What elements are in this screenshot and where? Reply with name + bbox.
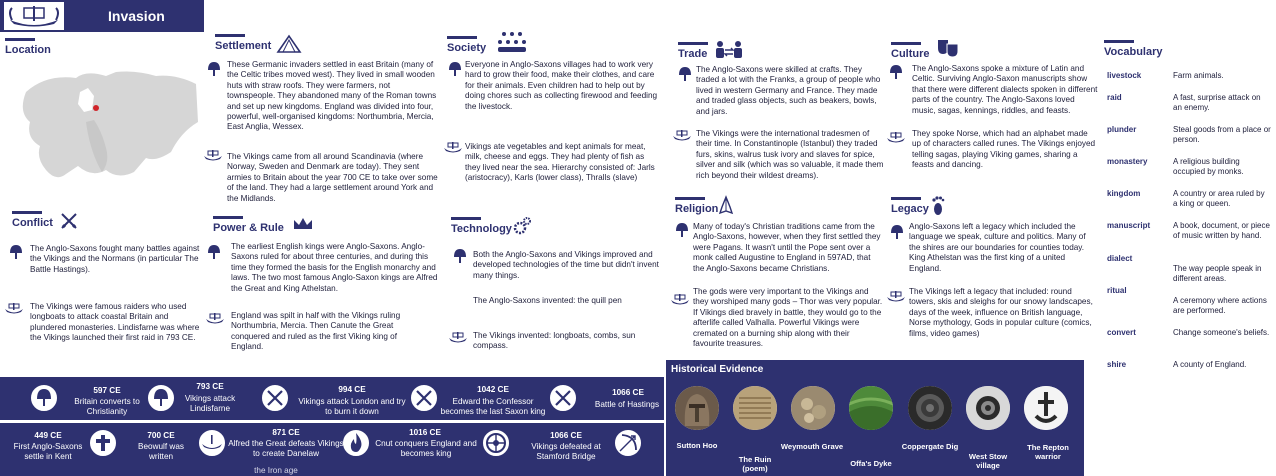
timeline-event: Vikings defeated at Stamford Bridge: [531, 442, 601, 461]
vocab-term: raid: [1107, 93, 1122, 102]
power-anglo-text: The earliest English kings were Anglo-Saxons. Anglo-Saxons ruled for about three centuries, and during this time they formed the basis for the English monarchy and laws. The two most famous Anglo-Saxon kings are Alfred the Great and King Athelstan.: [231, 242, 438, 293]
technology-viking-text: The Vikings invented: longboats, combs, sun compass.: [473, 331, 636, 351]
vocab-term: convert: [1107, 328, 1136, 337]
viking-ship-icon: [886, 130, 906, 146]
viking-shield-icon: [483, 430, 509, 456]
timeline-year: 597 CE: [93, 386, 121, 395]
anglo-saxon-helmet-icon: [677, 66, 693, 82]
evidence-label: Offa's Dyke: [850, 459, 892, 468]
people-group-icon: [498, 31, 526, 53]
timeline-marker: [260, 383, 290, 413]
anglo-saxon-helmet-icon: [674, 222, 690, 238]
trading-people-icon: [714, 40, 744, 60]
repton-warrior-image: [1024, 386, 1068, 430]
timeline-line: [0, 420, 664, 423]
crossed-swords-icon: [262, 385, 288, 411]
location-heading: Location: [5, 44, 51, 56]
anglo-saxon-helmet-icon: [206, 61, 222, 77]
praying-hands-icon: [716, 195, 736, 215]
longship-logo: [4, 2, 64, 30]
evidence-label: The Repton warrior: [1027, 443, 1069, 461]
evidence-label: West Stow village: [968, 452, 1008, 470]
timeline-marker: [29, 383, 59, 413]
settlement-anglo-text: These Germanic invaders settled in east Britain (many of the Celtic tribes moved west). They lived in small wooden huts with straw roofs. They were farmers, not townspeople. They abandoned many of the Roman towns and set up new kingdoms. England was divided into four, powerful, well-organised kingdoms: Northumbria, Mercia, East Anglia, Wessex.: [227, 60, 437, 132]
timeline-event: Vikings attack Lindisfarne: [184, 394, 236, 413]
coppergate-dig-image: [908, 386, 952, 430]
vocab-definition: The way people speak in different areas.: [1173, 264, 1262, 283]
vocab-definition: A book, document, or piece of music written by hand.: [1173, 221, 1270, 240]
offas-dyke-image: [849, 386, 893, 430]
technology-anglo-text: The Anglo-Saxons invented: the quill pen: [473, 296, 622, 305]
society-viking-text: Vikings ate vegetables and kept animals for meat, milk, cheese and eggs. They had plenty of fish as they lived near the sea. Hierarchy consisted of: Jarls (aristocracy), Karls (lower class), Thralls (slave): [465, 142, 655, 183]
conflict-heading: Conflict: [12, 217, 53, 229]
anglo-saxon-helmet-icon: [206, 244, 222, 260]
religion-anglo-text: Many of today's Christian traditions came from the Anglo-Saxons, however, when they first settled they were Pagans. It wasn't until the Pope sent over a monk called Augustine to England in 597AD, that the Anglo-Saxons became Christians.: [693, 222, 881, 273]
viking-ship-icon: [448, 330, 468, 346]
timeline-marker: [613, 428, 643, 458]
society-anglo-text: Everyone in Anglo-Saxons villages had to work very hard to grow their food, make their clothes, and care for their animals. Even children had to help out by doing chores such as collecting firewood and feeding the livestock.: [465, 60, 658, 111]
timeline-year: 449 CE: [34, 431, 62, 440]
timeline-marker: [548, 383, 578, 413]
anglo-saxon-helmet-icon: [31, 385, 57, 411]
timeline-marker: [481, 428, 511, 458]
vocab-term: ritual: [1107, 286, 1127, 295]
vocab-term: kingdom: [1107, 189, 1141, 198]
culture-anglo-text: The Anglo-Saxons spoke a mixture of Latin and Celtic. Surviving Anglo-Saxon manuscripts show that there were different dialects spoken in different parts of the country. The Anglo-Saxons loved music, sagas, kennings, riddles, and feasts.: [912, 64, 1098, 115]
vocab-definition: Steal goods from a place or person.: [1173, 125, 1271, 144]
christian-cross-icon: [90, 430, 116, 456]
legacy-anglo-text: Anglo-Saxons left a legacy which included the language we speak, culture and politics. Many of the shires are our boundaries for counties today. King Athelstan was the first king of a united England.: [909, 222, 1086, 273]
gears-icon: [512, 216, 532, 236]
anglo-saxon-helmet-icon: [888, 64, 904, 80]
timeline-year: 871 CE: [272, 428, 300, 437]
historical-evidence-heading: Historical Evidence: [671, 364, 764, 375]
vocab-definition: A county of England.: [1173, 360, 1247, 369]
vocab-definition: Farm animals.: [1173, 71, 1224, 80]
settlement-viking-text: The Vikings came from all around Scandinavia (where Norway, Sweden and Denmark are today). They sent armies to Britain about the year 700 CE to take over some of the land. They had a large settlement around York and the Midlands.: [227, 152, 438, 203]
evidence-label: The Ruin (poem): [738, 455, 772, 473]
viking-ship-icon: [670, 292, 690, 308]
timeline-marker: [88, 428, 118, 458]
legacy-viking-text: The Vikings left a legacy that included: round towers, skis and sleighs for our snowy landscapes, days of the week, influence on British language, Norse mythology, Gods in popular culture (comics, films, video games): [909, 287, 1093, 338]
longship-icon: [4, 2, 64, 30]
vocab-term: livestock: [1107, 71, 1142, 80]
vocab-definition: A religious building occupied by monks.: [1173, 157, 1244, 176]
anglo-saxon-helmet-icon: [889, 224, 905, 240]
theatre-masks-icon: [936, 38, 960, 58]
sutton-hoo-helmet-image: [675, 386, 719, 430]
technology-both-text: Both the Anglo-Saxons and Vikings improved and developed technologies of the time but didn't invent many things.: [473, 250, 659, 280]
page-title: Invasion: [108, 8, 165, 24]
trade-heading: Trade: [678, 48, 707, 60]
timeline-cut-text: the Iron age: [254, 466, 298, 475]
timeline-event: Alfred the Great defeats Vikings to create Danelaw: [228, 439, 344, 458]
timeline-year: 793 CE: [196, 382, 224, 391]
vocab-definition: A fast, surprise attack on an enemy.: [1173, 93, 1261, 112]
power-heading: Power & Rule: [213, 222, 284, 234]
bow-and-arrow-icon: [615, 430, 641, 456]
trade-viking-text: The Vikings were the international tradesmen of their time. In Constantinople (Istanbul) they traded furs, skins, walrus tusk ivory and slaves for spice, silver and silk (which was so valuable, it made them rich beyond their wildest dreams).: [696, 129, 884, 180]
hut-icon: [276, 34, 302, 54]
culture-viking-text: They spoke Norse, which had an alphabet made up of characters called runes. The Vikings enjoyed telling sagas, playing Viking games, sharing a feasts and dancing.: [912, 129, 1096, 170]
trade-anglo-text: The Anglo-Saxons were skilled at crafts. They traded a lot with the Franks, a group of people who lived in western Germany and France. They made and traded glass objects, such as beakers, bowls, and jars.: [696, 65, 881, 116]
crossed-swords-icon: [550, 385, 576, 411]
technology-heading: Technology: [451, 223, 512, 235]
timeline-year: 1016 CE: [409, 428, 441, 437]
weymouth-grave-image: [791, 386, 835, 430]
the-ruin-poem-image: [733, 386, 777, 430]
timeline-marker: [341, 428, 371, 458]
vocab-term: plunder: [1107, 125, 1137, 134]
location-map: [6, 62, 202, 202]
fire-icon: [343, 430, 369, 456]
legacy-heading: Legacy: [891, 203, 929, 215]
timeline-year: 1066 CE: [612, 388, 644, 397]
timeline-event: First Anglo-Saxons settle in Kent: [13, 442, 83, 461]
vocab-term: dialect: [1107, 254, 1133, 263]
viking-ship-icon: [886, 289, 906, 305]
timeline-event: Battle of Hastings: [594, 400, 660, 409]
society-heading: Society: [447, 42, 486, 54]
timeline-year: 1042 CE: [477, 385, 509, 394]
europe-map-icon: [6, 62, 202, 202]
timeline-event: Vikings attack London and try to burn it down: [298, 397, 406, 416]
evidence-label: Coppergate Dig: [901, 442, 959, 451]
vocab-definition: A ceremony where actions are performed.: [1173, 296, 1267, 315]
timeline-event: Edward the Confessor becomes the last Saxon king: [440, 397, 546, 416]
timeline-marker: [197, 428, 227, 458]
timeline-event: Britain converts to Christianity: [74, 397, 140, 416]
viking-ship-icon: [199, 430, 225, 456]
anglo-saxon-helmet-icon: [8, 244, 24, 260]
viking-ship-icon: [205, 311, 225, 327]
timeline-year: 700 CE: [147, 431, 175, 440]
religion-heading: Religion: [675, 203, 718, 215]
west-stow-village-image: [966, 386, 1010, 430]
anglo-saxon-helmet-icon: [447, 61, 463, 77]
religion-viking-text: The gods were very important to the Vikings and they worshiped many gods – Thor was very popular. If Vikings died bravely in battle, they would go to the afterlife called Valhalla. Powerful Vikings were cremated on a burning ship along with their favourite treasures.: [693, 287, 883, 349]
vocab-term: manuscript: [1107, 221, 1151, 230]
vocab-term: shire: [1107, 360, 1127, 369]
viking-ship-icon: [4, 301, 24, 317]
evidence-label: Weymouth Grave: [780, 442, 844, 451]
viking-ship-icon: [443, 140, 463, 156]
evidence-label: Sutton Hoo: [676, 441, 718, 450]
viking-ship-icon: [203, 148, 223, 164]
vocab-term: monastery: [1107, 157, 1148, 166]
power-viking-text: England was spilt in half with the Vikings ruling Northumbria, Mercia. Then Canute the Great conquered and ruled as the first Viking king of England.: [231, 311, 401, 352]
crown-icon: [292, 216, 314, 232]
conflict-anglo-text: The Anglo-Saxons fought many battles against the Vikings and the Normans (in particular The Battle Hastings).: [30, 244, 200, 274]
vocabulary-heading: Vocabulary: [1104, 46, 1163, 58]
culture-heading: Culture: [891, 48, 930, 60]
conflict-viking-text: The Vikings were famous raiders who used longboats to attack coastal Britain and plundered monasteries. Lindisfarne was where the Vikings launched their first raid in 793 CE.: [30, 302, 200, 343]
vocab-definition: A country or area ruled by a king or queen.: [1173, 189, 1265, 208]
timeline-event: Cnut conquers England and becomes king: [375, 439, 477, 458]
timeline-year: 994 CE: [338, 385, 366, 394]
footprint-icon: [930, 195, 946, 217]
crossed-swords-icon: [411, 385, 437, 411]
timeline-year: 1066 CE: [550, 431, 582, 440]
vocab-definition: Change someone's beliefs.: [1173, 328, 1270, 337]
timeline-event: Beowulf was written: [138, 442, 184, 461]
anglo-saxon-helmet-icon: [452, 248, 468, 264]
viking-ship-icon: [672, 128, 692, 144]
settlement-heading: Settlement: [215, 40, 271, 52]
crossed-swords-icon: [60, 212, 78, 230]
